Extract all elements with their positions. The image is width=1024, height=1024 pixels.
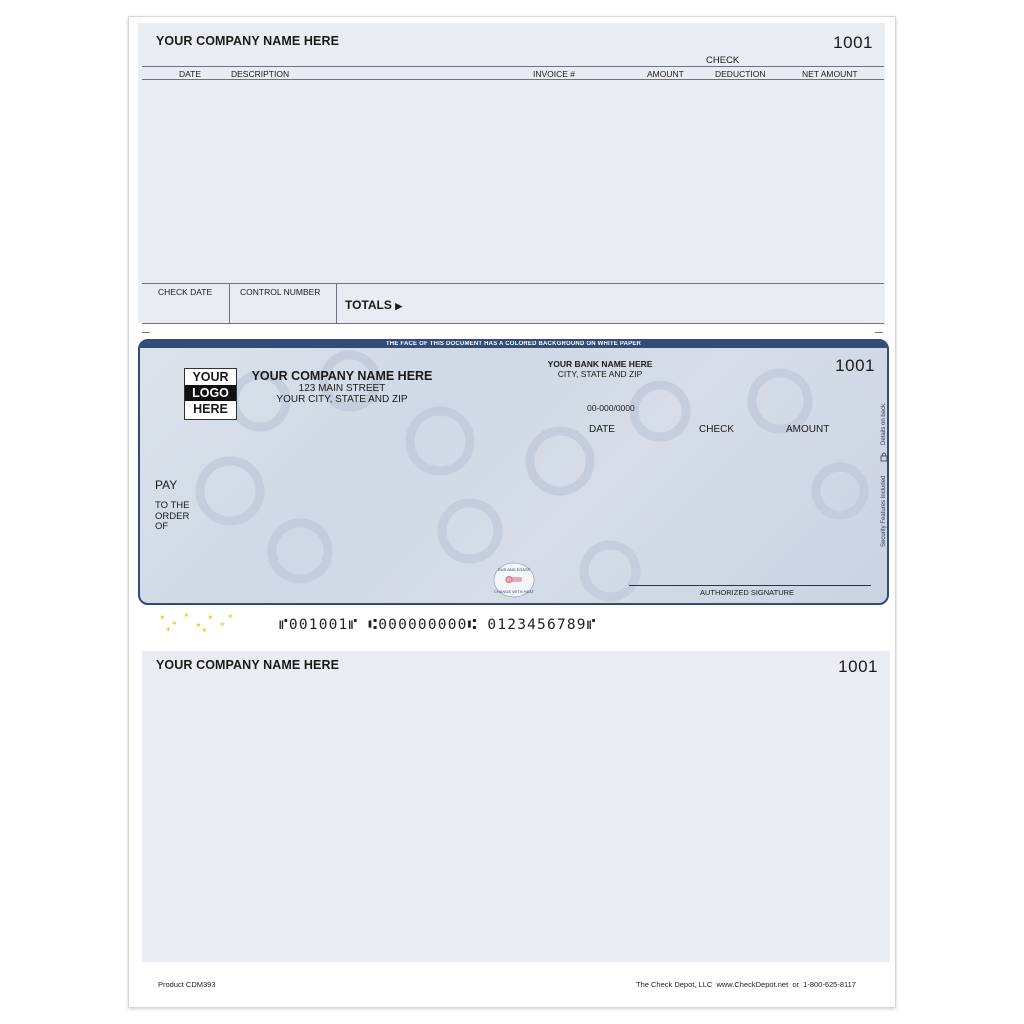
col-date: DATE xyxy=(179,69,202,79)
amount-label: AMOUNT xyxy=(786,424,830,435)
hologram-stars-icon xyxy=(157,612,237,634)
totals-label xyxy=(345,298,402,312)
col-description: DESCRIPTION xyxy=(231,69,290,79)
svg-text:✶: ✶ xyxy=(171,619,178,628)
logo-line-1: YOUR xyxy=(192,370,229,384)
totals-divider-1 xyxy=(229,283,230,323)
top-stub xyxy=(138,23,885,323)
totals-rule-top xyxy=(142,283,884,284)
totals-text: TOTALS xyxy=(345,298,392,312)
totals-divider-2 xyxy=(336,283,337,323)
bottom-stub-check-number: 1001 xyxy=(838,657,878,676)
top-stub-check-number: 1001 xyxy=(833,33,873,52)
header-rule-top xyxy=(142,66,884,67)
date-label: DATE xyxy=(589,424,615,435)
svg-text:✶: ✶ xyxy=(201,626,208,634)
bank-city: CITY, STATE AND ZIP xyxy=(557,369,643,379)
order-line-3: OF xyxy=(155,521,169,532)
payer-address-2: YOUR CITY, STATE AND ZIP xyxy=(276,394,408,405)
svg-text:✶: ✶ xyxy=(207,613,214,622)
caret-right-icon: ▶ xyxy=(395,301,403,311)
product-code: Product CDM393 xyxy=(158,980,216,989)
routing-fraction: 00-000/0000 xyxy=(587,403,635,413)
svg-text:✶: ✶ xyxy=(159,613,166,622)
order-label xyxy=(155,501,190,533)
col-deduction: DEDUCTION xyxy=(715,69,766,79)
security-features-text: Security Features Included xyxy=(881,475,887,547)
col-invoice: INVOICE # xyxy=(533,69,576,79)
signature-label: AUTHORIZED SIGNATURE xyxy=(700,588,795,597)
payer-block xyxy=(244,369,440,405)
check-group-label: CHECK xyxy=(706,55,740,66)
check-label: CHECK xyxy=(699,424,735,435)
bank-name: YOUR BANK NAME HERE xyxy=(547,359,653,369)
payer-address-1: 123 MAIN STREET xyxy=(298,383,386,394)
svg-text:✶: ✶ xyxy=(165,625,172,634)
signature-line xyxy=(629,585,871,586)
check-sheet xyxy=(128,16,896,1008)
bottom-stub xyxy=(142,651,890,962)
micr-line: ⑈001001⑈ ⑆000000000⑆ 0123456789⑈ xyxy=(279,617,597,633)
svg-text:✶: ✶ xyxy=(227,612,234,621)
order-line-2: ORDER xyxy=(155,510,190,522)
top-stub-company: YOUR COMPANY NAME HERE xyxy=(156,34,340,48)
seal-bottom-text: CHANGE WITH HEAT xyxy=(494,589,534,594)
header-rule-bottom xyxy=(142,79,884,80)
svg-text:✶: ✶ xyxy=(219,620,226,629)
col-amount: AMOUNT xyxy=(647,69,684,79)
padlock-icon xyxy=(880,449,888,458)
svg-text:✶: ✶ xyxy=(183,612,190,620)
check-number: 1001 xyxy=(835,356,875,375)
check-date-label: CHECK DATE xyxy=(158,287,213,297)
stub-bottom-rule xyxy=(142,323,884,324)
face-banner: THE FACE OF THIS DOCUMENT HAS A COLORED BACKGROUND ON WHITE PAPER xyxy=(140,341,887,348)
control-number-label: CONTROL NUMBER xyxy=(240,287,321,297)
perforation-tick-right xyxy=(875,332,883,333)
logo-line-3: HERE xyxy=(193,402,228,416)
check-face xyxy=(138,339,889,605)
col-net-amount: NET AMOUNT xyxy=(802,69,858,79)
perforation-tick-left xyxy=(142,332,150,333)
bank-block xyxy=(535,359,665,379)
logo-placeholder xyxy=(184,368,237,420)
pay-label: PAY xyxy=(155,478,178,492)
security-seal-icon xyxy=(492,561,536,599)
bottom-stub-company: YOUR COMPANY NAME HERE xyxy=(156,658,340,672)
logo-line-2: LOGO xyxy=(185,385,236,401)
vendor-info: The Check Depot, LLC www.CheckDepot.net or 1-800-625-8117 xyxy=(636,980,856,989)
details-on-back-text: Details on back. xyxy=(881,402,887,445)
svg-text:✶: ✶ xyxy=(195,621,202,630)
seal-top-text: RUB AND ERASE xyxy=(497,567,531,572)
order-line-1: TO THE xyxy=(155,500,190,511)
payer-company: YOUR COMPANY NAME HERE xyxy=(251,369,433,383)
